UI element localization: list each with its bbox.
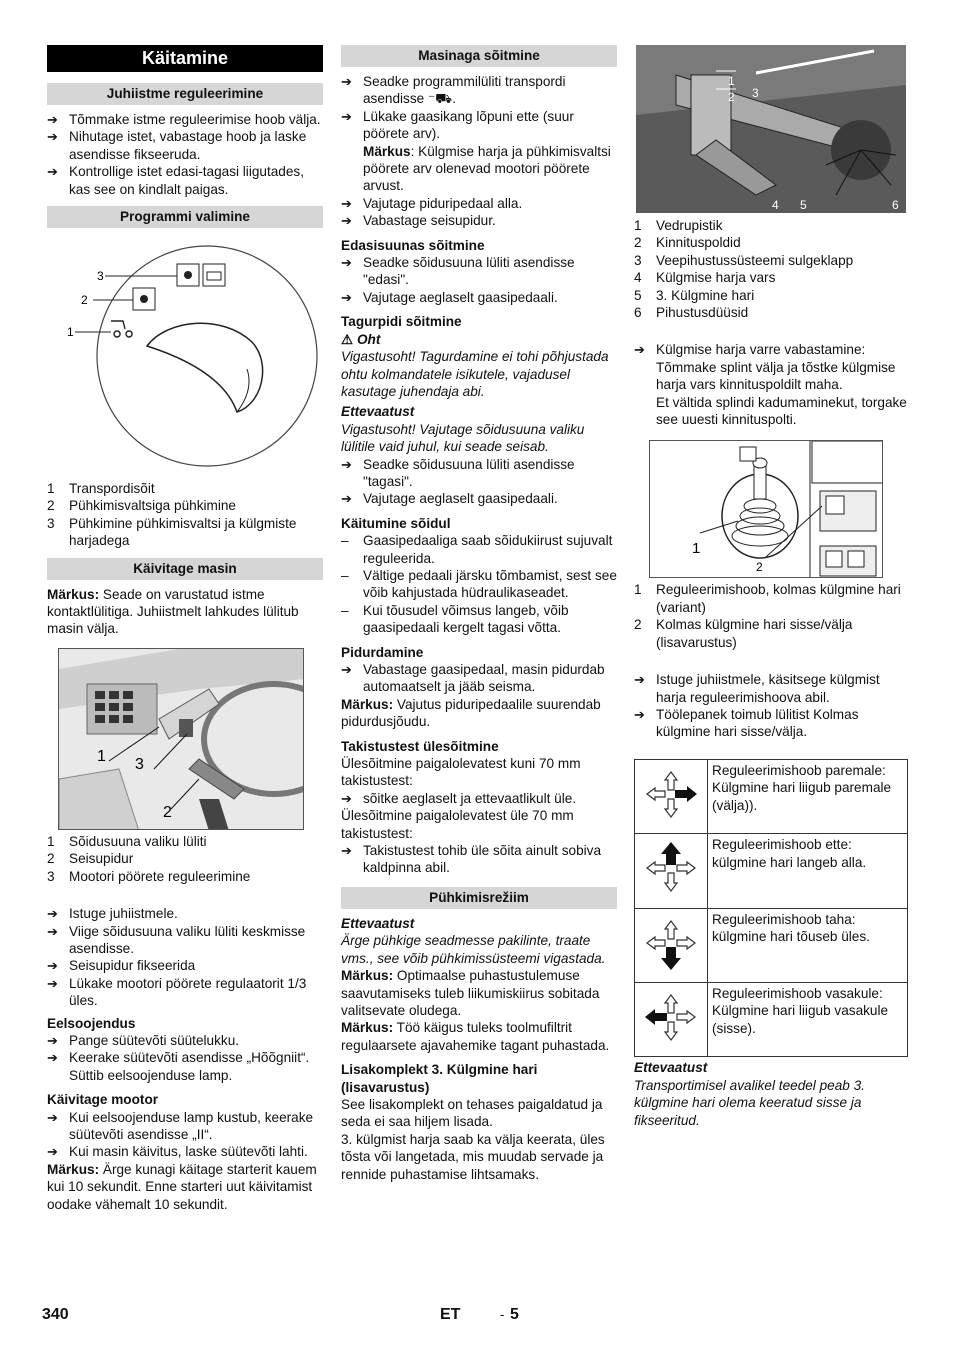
direction-down-icon bbox=[635, 908, 708, 982]
footer-separator: - bbox=[500, 1307, 505, 1322]
section-program-select: Programmi valimine bbox=[47, 206, 323, 228]
list-item: ➔ Nihutage istet, vabastage hoob ja laske asendisse fikseeruda. bbox=[47, 129, 307, 162]
list-item: ➔ Tõmmake istme reguleerimise hoob välja. bbox=[47, 112, 321, 127]
column-middle bbox=[341, 45, 617, 1183]
sweep-note: Märkus: Optimaalse puhastustulemuse saavutamiseks tuleb liikumiskiirus sobitada valitsevate oludega. bbox=[341, 968, 600, 1018]
list-item: 3 Veepihustussüsteemi sulgeklapp bbox=[634, 252, 854, 268]
caution-label: Ettevaatust bbox=[341, 915, 415, 931]
list-item: ➔ Seisupidur fikseerida bbox=[47, 958, 196, 974]
preheat-result: Süttib eelsoojenduse lamp. bbox=[69, 1067, 233, 1083]
list-item: – Gaasipedaaliga saab sõidukiirust sujuvalt reguleerida. bbox=[341, 533, 613, 566]
arrow-icon: ➔ bbox=[341, 790, 352, 806]
table-row: Reguleerimishoob ette: külgmine hari langeb alla. bbox=[635, 834, 908, 908]
subheading-start-engine: Käivitage mootor bbox=[47, 1092, 159, 1108]
fig-label: 1 bbox=[67, 325, 74, 340]
arrow-icon: ➔ bbox=[47, 129, 58, 145]
list-item: 2 Kolmas külgmine hari sisse/välja (lisavarustus) bbox=[634, 617, 853, 650]
list-item: ➔ Lükake gaasikang lõpuni ette (suur pöörete arv). bbox=[341, 108, 574, 142]
list-item: 2 Pühkimisvaltsiga pühkimine bbox=[47, 498, 236, 514]
fig-label: 2 bbox=[163, 803, 172, 821]
section-page-number: 5 bbox=[510, 1306, 519, 1323]
arrow-icon: ➔ bbox=[47, 112, 58, 127]
arrow-icon: ➔ bbox=[47, 975, 58, 991]
section-sweeping-mode: Pühkimisrežiim bbox=[341, 887, 617, 909]
column-left bbox=[47, 45, 323, 1213]
list-item: ➔ Istuge juhiistmele. bbox=[47, 906, 178, 922]
fig-label: 3 bbox=[97, 269, 104, 284]
list-item: ➔ Külgmise harja varre vabastamine: bbox=[634, 342, 866, 358]
seat-steps bbox=[47, 111, 323, 198]
list-item: 2 Seisupidur bbox=[47, 851, 134, 867]
list-item: 3 Mootori pöörete reguleerimine bbox=[47, 868, 251, 884]
fig-label: 5 bbox=[800, 198, 807, 212]
list-item: 1 Reguleerimishoob, kolmas külgmine hari (variant) bbox=[634, 582, 901, 615]
list-item: ➔ Takistustest tohib üle sõita ainult sobiva kaldpinna abil. bbox=[341, 843, 602, 876]
table-row: Reguleerimishoob taha: külgmine hari tõuseb üles. bbox=[635, 908, 908, 982]
section-driving: Masinaga sõitmine bbox=[341, 45, 617, 67]
fig-label: 1 bbox=[728, 74, 735, 88]
fig-label: 2 bbox=[728, 90, 735, 104]
list-item: ➔ Lükake mootori pöörete regulaatorit 1/3 üles. bbox=[47, 975, 307, 1009]
joystick-legend bbox=[634, 581, 908, 651]
arrow-icon: ➔ bbox=[634, 706, 645, 722]
list-item: 1 Sõidusuuna valiku lüliti bbox=[47, 833, 207, 849]
arrow-icon: ➔ bbox=[47, 1050, 58, 1066]
lever-direction-table bbox=[634, 759, 908, 1058]
start-note: Märkus: Seade on varustatud istme kontaktlülitiga. Juhiistmelt lahkudes lülitub masin välja. bbox=[47, 586, 299, 637]
program-figure bbox=[47, 234, 323, 480]
fig-label: 2 bbox=[756, 560, 763, 575]
subheading-kit: Lisakomplekt 3. Külgmine hari (lisavarustus) bbox=[341, 1062, 538, 1095]
joystick-figure bbox=[649, 440, 883, 578]
obstacle-text: Ülesõitmine paigalolevatest üle 70 mm takistustest: bbox=[341, 808, 574, 841]
program-legend bbox=[47, 480, 323, 550]
direction-up-icon bbox=[635, 834, 708, 908]
subheading-reverse: Tagurpidi sõitmine bbox=[341, 314, 462, 330]
list-item: ➔ Vajutage piduripedaal alla. bbox=[341, 195, 523, 211]
list-item: ➔ Vajutage aeglaselt gaasipedaali. bbox=[341, 491, 558, 507]
list-item: ➔ Keerake süütevõti asendisse „Hõõgniit“. bbox=[47, 1050, 310, 1066]
caution-text: Ärge pühkige seadmesse pakilinte, traate vms., see võib pühkimissüsteemi vigastada. bbox=[341, 933, 606, 966]
list-item: ➔ Viige sõidusuuna valiku lüliti keskmisse asendisse. bbox=[47, 923, 306, 956]
sweep-note: Märkus: Töö käigus tuleks toolmufiltrit regulaarsete ajavahemike tagant puhastada. bbox=[341, 1020, 610, 1053]
arrow-icon: ➔ bbox=[341, 213, 352, 229]
arrow-icon: ➔ bbox=[341, 74, 352, 89]
danger-text: Vigastusoht! Tagurdamine ei tohi põhjustada ohtu kolmandatele isikutele, vajadusel kasutage juhendaja abi. bbox=[341, 349, 609, 399]
arrow-icon: ➔ bbox=[47, 1032, 58, 1048]
drive-note: Märkus: Külgmise harja ja pühkimisvaltsi pöörete arv olenevad mootori pöörete arvust. bbox=[363, 143, 611, 194]
caution-label: Ettevaatust bbox=[634, 1060, 708, 1076]
engine-note: Märkus: Ärge kunagi käitage starterit kauem kui 10 sekundit. Enne starteri uut käivitamist oodake vähemalt 10 sekundit. bbox=[47, 1161, 317, 1212]
fig-label: 4 bbox=[772, 198, 779, 212]
side-brush-legend bbox=[634, 217, 908, 321]
arrow-icon: ➔ bbox=[47, 906, 58, 922]
list-item: ➔ Kui masin käivitus, laske süütevõti lahti. bbox=[47, 1144, 308, 1160]
side-brush-photo bbox=[636, 45, 906, 213]
program-dial-figure bbox=[47, 234, 323, 480]
list-item: 6 Pihustusdüüsid bbox=[634, 305, 749, 321]
fig-label: 3 bbox=[752, 86, 759, 100]
release-text: Et vältida splindi kadumaminekut, torgake see uuesti kinnituspolti. bbox=[656, 394, 907, 428]
side-brush-figure bbox=[636, 45, 906, 213]
fig-label: 2 bbox=[81, 293, 88, 308]
section-start-machine: Käivitage masin bbox=[47, 558, 323, 580]
transport-icon: ⁻⛟ bbox=[428, 91, 453, 107]
arrow-icon: ➔ bbox=[341, 843, 352, 859]
subheading-behavior: Käitumine sõidul bbox=[341, 515, 451, 531]
caution-label: Ettevaatust bbox=[341, 404, 415, 420]
fig-label: 1 bbox=[692, 540, 701, 558]
release-text: Tõmmake splint välja ja tõstke külgmise harja vars kinnituspoldilt maha. bbox=[656, 359, 896, 393]
list-item: ➔ Istuge juhiistmele, käsitsege külgmist harja reguleerimishoova abil. bbox=[634, 672, 880, 705]
start-legend bbox=[47, 833, 323, 885]
list-item: ➔ Vabastage seisupidur. bbox=[341, 213, 496, 229]
column-right bbox=[634, 45, 908, 1129]
dashboard-figure bbox=[58, 648, 304, 830]
arrow-icon: ➔ bbox=[47, 958, 58, 974]
fig-label: 3 bbox=[135, 755, 144, 773]
list-item: ➔ Vajutage aeglaselt gaasipedaali. bbox=[341, 289, 558, 305]
fig-label: 6 bbox=[892, 198, 899, 212]
joystick-drawing bbox=[650, 441, 883, 578]
list-item: – Vältige pedaali järsku tõmbamist, sest see võib kahjustada hüdraulikaseadet. bbox=[341, 567, 617, 601]
arrow-icon: ➔ bbox=[341, 491, 352, 507]
arrow-icon: ➔ bbox=[341, 195, 352, 211]
list-item: ➔ Töölepanek toimub lülitist Kolmas külgmine hari sisse/välja. bbox=[634, 706, 859, 740]
table-row: Reguleerimishoob vasakule: Külgmine hari liigub vasakule (sisse). bbox=[635, 982, 908, 1056]
subheading-obstacles: Takistustest ülesõitmine bbox=[341, 738, 499, 754]
language-code: ET bbox=[440, 1306, 461, 1323]
subheading-preheat: Eelsoojendus bbox=[47, 1015, 136, 1031]
subheading-braking: Pidurdamine bbox=[341, 644, 424, 660]
arrow-icon: ➔ bbox=[341, 662, 352, 677]
list-item: 1 Vedrupistik bbox=[634, 218, 723, 233]
brake-note: Märkus: Vajutus piduripedaalile suurendab pidurdusjõudu. bbox=[341, 696, 601, 730]
caution-text: Transportimisel avalikel teedel peab 3. külgmine hari olema keeratud sisse ja fikseeritud. bbox=[634, 1077, 865, 1128]
list-item: 4 Külgmise harja vars bbox=[634, 270, 776, 286]
arrow-icon: ➔ bbox=[47, 1144, 58, 1160]
list-item: ➔ sõitke aeglaselt ja ettevaatlikult üle. bbox=[341, 790, 577, 806]
arrow-icon: ➔ bbox=[47, 923, 58, 939]
table-row: Reguleerimishoob paremale: Külgmine hari liigub paremale (välja)). bbox=[635, 759, 908, 833]
list-item: 3 Pühkimine pühkimisvaltsi ja külgmiste harjadega bbox=[47, 515, 297, 549]
list-item: 5 3. Külgmine hari bbox=[634, 287, 755, 303]
arrow-icon: ➔ bbox=[341, 289, 352, 305]
arrow-icon: ➔ bbox=[47, 1109, 58, 1125]
warning-triangle-icon: ⚠ bbox=[341, 331, 354, 347]
danger-label: ⚠ Oht bbox=[341, 331, 381, 347]
kit-text: See lisakomplekt on tehases paigaldatud ja seda ei saa hiljem lisada. bbox=[341, 1096, 603, 1130]
list-item: ➔ Kui eelsoojenduse lamp kustub, keerake süütevõti asendisse „II“. bbox=[47, 1109, 314, 1142]
list-item: ➔ Kontrollige istet edasi-tagasi liigutades, kas see on kindlalt paigas. bbox=[47, 164, 305, 197]
caution-text: Vigastusoht! Vajutage sõidusuuna valiku lülitile vaid juhul, kui seade seisab. bbox=[341, 421, 585, 455]
list-item: ➔ Pange süütevõti süütelukku. bbox=[47, 1032, 240, 1048]
list-item: ➔ Seadke programmilüliti transpordi asendisse ⁻⛟. bbox=[341, 74, 566, 107]
page-number: 340 bbox=[42, 1306, 69, 1323]
obstacle-text: Ülesõitmine paigalolevatest kuni 70 mm takistustest: bbox=[341, 756, 581, 789]
kit-text: 3. külgmist harja saab ka välja keerata, üles tõsta või langetada, mis muudab servade ja rennide puhastamise lihtsamaks. bbox=[341, 1131, 605, 1182]
arrow-icon: ➔ bbox=[341, 255, 352, 271]
direction-left-icon bbox=[635, 982, 708, 1056]
list-item: ➔ Seadke sõidusuuna lüliti asendisse "tagasi". bbox=[341, 456, 575, 489]
arrow-icon: ➔ bbox=[341, 108, 352, 124]
arrow-icon: ➔ bbox=[47, 164, 58, 180]
direction-right-icon bbox=[635, 759, 708, 833]
dashboard-photo bbox=[59, 649, 304, 830]
list-item: 1 Transpordisõit bbox=[47, 481, 155, 497]
subheading-forward: Edasisuunas sõitmine bbox=[341, 237, 485, 253]
list-item: 2 Kinnituspoldid bbox=[634, 235, 741, 251]
arrow-icon: ➔ bbox=[634, 672, 645, 688]
section-seat-adjust: Juhiistme reguleerimine bbox=[47, 83, 323, 105]
list-item: ➔ Seadke sõidusuuna lüliti asendisse "edasi". bbox=[341, 255, 575, 288]
fig-label: 1 bbox=[97, 747, 106, 765]
arrow-icon: ➔ bbox=[341, 456, 352, 472]
page-title: Käitamine bbox=[47, 45, 323, 72]
list-item: – Kui tõusudel võimsus langeb, võib gaasipedaali kergelt tagasi võtta. bbox=[341, 602, 569, 636]
list-item: ➔ Vabastage gaasipedaal, masin pidurdab automaatselt ja jääb seisma. bbox=[341, 662, 605, 695]
arrow-icon: ➔ bbox=[634, 342, 645, 358]
start-steps bbox=[47, 905, 323, 1009]
